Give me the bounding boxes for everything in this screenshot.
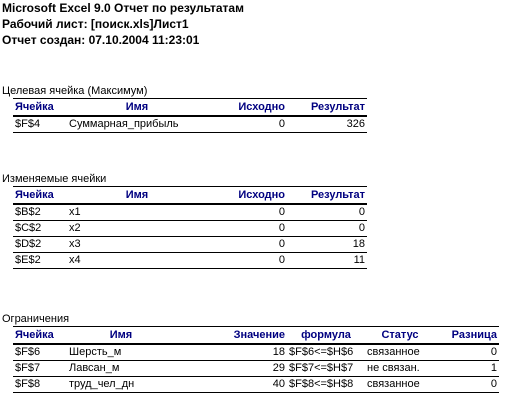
cell-formula[interactable]: $F$6<=$H$6: [287, 344, 365, 361]
cell-ref[interactable]: $E$2: [13, 253, 67, 269]
constraints-title: Ограничения: [2, 313, 70, 325]
cell-status[interactable]: не связан.: [365, 361, 435, 377]
cell-value[interactable]: 29: [175, 361, 287, 377]
table-header-row: [13, 327, 499, 345]
cell-status[interactable]: связанное: [365, 344, 435, 361]
cell-initial[interactable]: 0: [207, 204, 287, 221]
target-cell-section: [0, 84, 367, 133]
cell-status[interactable]: связанное: [365, 377, 435, 393]
table-row: [13, 344, 499, 361]
cell-name[interactable]: Шерсть_м: [67, 344, 175, 361]
created-line: Отчет создан: 07.10.2004 11:23:01: [2, 33, 200, 47]
col-header-cell: Ячейка: [13, 187, 67, 205]
col-header-cell: Ячейка: [13, 327, 67, 345]
cell-ref[interactable]: $C$2: [13, 221, 67, 237]
table-row: [13, 237, 367, 253]
table-row: [13, 253, 367, 269]
col-header-value: Значение: [175, 327, 287, 345]
cell-value[interactable]: 40: [175, 377, 287, 393]
col-header-cell: Ячейка: [13, 99, 67, 117]
cell-name[interactable]: труд_чел_дн: [67, 377, 175, 393]
col-header-name: Имя: [67, 327, 175, 345]
table-header-row: [13, 187, 367, 205]
col-header-result: Результат: [287, 187, 367, 205]
col-header-initial: Исходно: [207, 99, 287, 117]
cell-result[interactable]: 326: [287, 116, 367, 133]
cell-formula[interactable]: $F$7<=$H$7: [287, 361, 365, 377]
table-row: [13, 377, 499, 393]
report-title: Microsoft Excel 9.0 Отчет по результатам: [2, 1, 244, 15]
table-row: [13, 361, 499, 377]
cell-name[interactable]: Лавсан_м: [67, 361, 175, 377]
cell-ref[interactable]: $D$2: [13, 237, 67, 253]
target-cell-title: Целевая ячейка (Максимум): [2, 85, 148, 97]
cell-ref[interactable]: $F$8: [13, 377, 67, 393]
cell-name[interactable]: x3: [67, 237, 207, 253]
cell-ref[interactable]: $F$6: [13, 344, 67, 361]
cell-initial[interactable]: 0: [207, 237, 287, 253]
worksheet-line: Рабочий лист: [поиск.xls]Лист1: [2, 17, 189, 31]
col-header-initial: Исходно: [207, 187, 287, 205]
cell-ref[interactable]: $B$2: [13, 204, 67, 221]
cell-name[interactable]: x2: [67, 221, 207, 237]
cell-name[interactable]: x1: [67, 204, 207, 221]
changing-cells-section: [0, 172, 367, 269]
cell-result[interactable]: 18: [287, 237, 367, 253]
cell-formula[interactable]: $F$8<=$H$8: [287, 377, 365, 393]
target-cell-table: [13, 98, 367, 133]
cell-name[interactable]: Суммарная_прибыль: [67, 116, 207, 133]
table-row: [13, 116, 367, 133]
cell-name[interactable]: x4: [67, 253, 207, 269]
cell-ref[interactable]: $F$7: [13, 361, 67, 377]
col-header-diff: Разница: [435, 327, 499, 345]
col-header-result: Результат: [287, 99, 367, 117]
col-header-name: Имя: [67, 187, 207, 205]
cell-diff[interactable]: 0: [435, 344, 499, 361]
table-row: [13, 221, 367, 237]
changing-cells-title: Изменяемые ячейки: [2, 173, 107, 185]
cell-diff[interactable]: 1: [435, 361, 499, 377]
col-header-name: Имя: [67, 99, 207, 117]
cell-result[interactable]: 0: [287, 204, 367, 221]
changing-cells-table: [13, 186, 367, 269]
col-header-status: Статус: [365, 327, 435, 345]
table-header-row: [13, 99, 367, 117]
report-header: [0, 0, 505, 48]
cell-initial[interactable]: 0: [207, 253, 287, 269]
constraints-table: [13, 326, 499, 393]
constraints-section: [0, 312, 499, 393]
cell-initial[interactable]: 0: [207, 116, 287, 133]
cell-result[interactable]: 0: [287, 221, 367, 237]
cell-result[interactable]: 11: [287, 253, 367, 269]
cell-diff[interactable]: 0: [435, 377, 499, 393]
col-header-formula: формула: [287, 327, 365, 345]
cell-initial[interactable]: 0: [207, 221, 287, 237]
table-row: [13, 204, 367, 221]
cell-value[interactable]: 18: [175, 344, 287, 361]
cell-ref[interactable]: $F$4: [13, 116, 67, 133]
